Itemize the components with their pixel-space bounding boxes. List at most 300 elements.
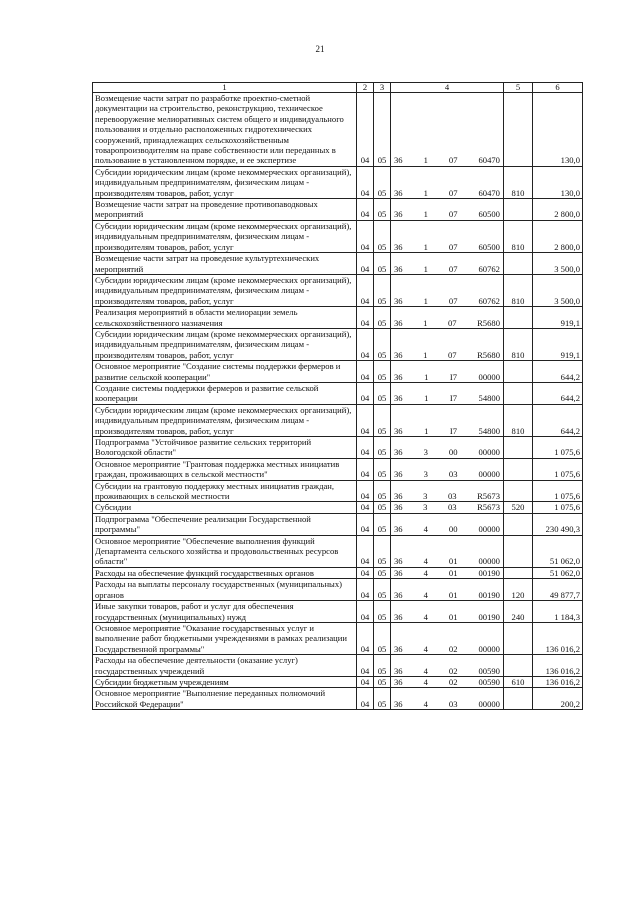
section-code: 04 [357,328,374,360]
section-code: 04 [357,437,374,459]
header-col-6: 6 [533,83,583,93]
target-article-part: 07 [447,317,457,328]
table-row [93,480,583,502]
target-article-code [391,307,504,329]
section-code: 04 [357,676,374,687]
target-article-part: 07 [448,209,458,220]
subsection-code: 05 [374,622,391,654]
subsection-code: 05 [374,437,391,459]
target-article-parts [393,590,501,600]
table-row [93,676,583,687]
target-article-part: 36 [394,676,403,687]
section-code: 04 [357,253,374,275]
target-article-part: 3 [423,502,428,513]
target-article-part: 1 [423,209,428,220]
table-row [93,567,583,578]
table-row [93,274,583,306]
target-article-part: 1 [423,349,428,360]
target-article-part: 36 [394,611,403,622]
table-row [93,579,583,601]
target-article-part: R5680 [477,349,500,360]
table-row [93,458,583,480]
subsection-code: 05 [374,601,391,623]
target-article-parts [393,188,501,198]
target-article-part: 4 [423,643,428,654]
amount: 130,0 [533,93,583,167]
expense-type-code: 810 [504,328,533,360]
amount: 51 062,0 [533,567,583,578]
target-article-part: 1 [424,371,429,382]
target-article-part: 03 [447,502,457,513]
amount: 136 016,2 [533,655,583,677]
target-article-code [391,274,504,306]
row-name [93,502,357,513]
amount: 1 184,3 [533,601,583,623]
target-article-part: 07 [448,187,458,198]
row-name-text: Расходы на обеспечение функций государственных органов [95,567,314,578]
target-article-code [391,502,504,513]
target-article-code [391,361,504,383]
target-article-part: 07 [448,263,458,274]
target-article-part: 00190 [478,611,500,622]
section-code: 04 [357,361,374,383]
target-article-part: 3 [423,469,428,480]
table-row [93,601,583,623]
target-article-part: 36 [394,317,403,328]
amount: 1 075,6 [533,437,583,459]
expense-type-code [504,93,533,167]
target-article-part: 60470 [478,155,500,166]
expense-type-code [504,480,533,502]
target-article-part: 01 [448,589,458,600]
target-article-code [391,535,504,567]
subsection-code: 05 [374,361,391,383]
expense-type-code [504,535,533,567]
table-row [93,382,583,404]
header-col-3: 3 [374,83,391,93]
row-name [93,458,357,480]
target-article-part: 1 [423,295,428,306]
amount: 136 016,2 [533,622,583,654]
target-article-part: 00 [448,524,458,535]
target-article-code [391,458,504,480]
header-col-1: 1 [93,83,357,93]
target-article-part: I7 [449,393,458,404]
target-article-parts [393,209,501,219]
expense-type-code [504,437,533,459]
target-article-part: 36 [394,393,403,404]
row-name-text: Субсидии юридическим лицам (кроме некоммерческих организаций), индивидуальным предпринимателям, физическим лицам - производителям товаров, работ, услуг [95,404,352,436]
target-article-code [391,93,504,167]
row-name [93,655,357,677]
section-code: 04 [357,274,374,306]
row-name-text: Основное мероприятие "Создание системы поддержки фермеров и развитие сельской кооперации" [95,361,341,382]
target-article-part: 07 [448,295,458,306]
target-article-part: 00000 [478,371,500,382]
row-name-text: Расходы на выплаты персоналу государственных (муниципальных) органов [95,579,342,600]
target-article-part: 36 [394,665,403,676]
target-article-part: 60762 [478,263,500,274]
section-code: 04 [357,199,374,221]
target-article-part: 36 [394,556,403,567]
section-code: 04 [357,622,374,654]
section-code: 04 [357,567,374,578]
target-article-part: 00000 [478,524,500,535]
amount: 919,1 [533,328,583,360]
row-name-text: Основное мероприятие "Выполнение переданных полномочий Российской Федерации" [95,688,326,709]
section-code: 04 [357,382,374,404]
section-code: 04 [357,655,374,677]
subsection-code: 05 [374,93,391,167]
row-name [93,513,357,535]
amount: 2 800,0 [533,220,583,252]
amount: 919,1 [533,307,583,329]
table-row [93,622,583,654]
target-article-part: 00190 [478,589,500,600]
section-code: 04 [357,579,374,601]
target-article-part: 60470 [478,187,500,198]
subsection-code: 05 [374,655,391,677]
target-article-part: 36 [394,491,403,502]
row-name-text: Создание системы поддержки фермеров и развитие сельской кооперации [95,382,319,404]
target-article-parts [393,155,501,165]
amount: 1 075,6 [533,458,583,480]
row-name [93,567,357,578]
target-article-part: 36 [394,567,403,578]
target-article-part: 01 [448,556,458,567]
table-row [93,437,583,459]
subsection-code: 05 [374,458,391,480]
section-code: 04 [357,480,374,502]
target-article-code [391,676,504,687]
expense-type-code [504,622,533,654]
amount: 200,2 [533,688,583,710]
target-article-parts [393,242,501,252]
target-article-part: 36 [394,155,403,166]
target-article-parts [393,612,501,622]
amount: 49 877,7 [533,579,583,601]
row-name [93,480,357,502]
target-article-parts [393,426,501,436]
row-name [93,274,357,306]
target-article-part: 4 [423,556,428,567]
target-article-part: 03 [447,491,457,502]
table-row [93,328,583,360]
target-article-part: 4 [423,611,428,622]
target-article-parts [393,264,501,274]
amount: 230 490,3 [533,513,583,535]
table-row [93,93,583,167]
target-article-parts [393,556,501,566]
expense-type-code [504,513,533,535]
table-row [93,253,583,275]
target-article-part: 4 [423,524,428,535]
target-article-part: 00590 [478,665,500,676]
expense-type-code: 810 [504,274,533,306]
table-row [93,655,583,677]
amount: 1 075,6 [533,480,583,502]
target-article-parts [393,666,501,676]
target-article-parts [393,296,501,306]
amount: 136 016,2 [533,676,583,687]
subsection-code: 05 [374,166,391,198]
target-article-part: 3 [423,491,428,502]
target-article-parts [393,469,501,479]
target-article-part: 03 [448,698,458,709]
target-article-part: 1 [423,317,428,328]
target-article-part: 36 [394,469,403,480]
row-name [93,437,357,459]
target-article-part: 02 [448,665,458,676]
target-article-part: I7 [449,425,458,436]
target-article-part: 03 [448,469,458,480]
row-name [93,307,357,329]
expense-type-code [504,567,533,578]
subsection-code: 05 [374,404,391,436]
target-article-part: 36 [394,589,403,600]
target-article-part: 36 [394,349,403,360]
target-article-part: 00 [448,447,458,458]
target-article-part: 36 [394,425,403,436]
target-article-parts [393,644,501,654]
target-article-part: 00000 [478,643,500,654]
target-article-parts [393,699,501,709]
target-article-part: 07 [448,155,458,166]
target-article-part: 36 [394,524,403,535]
amount: 644,2 [533,382,583,404]
subsection-code: 05 [374,307,391,329]
target-article-part: 36 [394,241,403,252]
target-article-parts [393,524,501,534]
expense-type-code: 810 [504,220,533,252]
table-row [93,220,583,252]
header-col-2: 2 [357,83,374,93]
row-name-text: Основное мероприятие "Оказание государственных услуг и выполнение работ бюджетными учреждениями в рамках реализации Государственной программы" [95,622,347,654]
target-article-parts [393,447,501,457]
target-article-part: 1 [424,425,429,436]
section-code: 04 [357,93,374,167]
row-name-text: Субсидии бюджетным учреждениям [95,676,229,687]
target-article-part: 00590 [478,676,500,687]
row-name [93,579,357,601]
target-article-part: 00000 [478,469,500,480]
table-row [93,535,583,567]
row-name-text: Субсидии юридическим лицам (кроме некоммерческих организаций), индивидуальным предпринимателям, физическим лицам - производителям товаров, работ, услуг [95,166,352,198]
target-article-part: 36 [394,643,403,654]
target-article-parts [393,350,501,360]
table-body [93,93,583,710]
target-article-part: 02 [448,643,458,654]
expense-type-code: 610 [504,676,533,687]
table-row [93,361,583,383]
target-article-part: 54800 [478,425,500,436]
target-article-part: 36 [394,698,403,709]
budget-table [92,82,583,710]
expense-type-code [504,655,533,677]
target-article-part: 60762 [478,295,500,306]
expense-type-code [504,199,533,221]
section-code: 04 [357,220,374,252]
subsection-code: 05 [374,502,391,513]
subsection-code: 05 [374,579,391,601]
expense-type-code [504,253,533,275]
row-name [93,253,357,275]
row-name-text: Подпрограмма "Устойчивое развитие сельских территорий Вологодской области" [95,437,312,458]
target-article-code [391,579,504,601]
amount: 644,2 [533,361,583,383]
row-name-text: Субсидии юридическим лицам (кроме некоммерческих организаций), индивидуальным предпринимателям, физическим лицам - производителям товаров, работ, услуг [95,274,352,306]
row-name [93,166,357,198]
row-name-text: Возмещение части затрат на проведение противопаводковых мероприятий [95,199,318,220]
table-row [93,404,583,436]
expense-type-code: 520 [504,502,533,513]
target-article-code [391,382,504,404]
section-code: 04 [357,166,374,198]
target-article-part: 36 [394,263,403,274]
row-name [93,535,357,567]
target-article-part: R5680 [477,317,500,328]
target-article-part: 00000 [478,698,500,709]
row-name [93,404,357,436]
target-article-part: 60500 [478,241,500,252]
target-article-parts [393,372,501,382]
expense-type-code [504,307,533,329]
table-row [93,513,583,535]
target-article-part: 36 [394,502,403,513]
target-article-part: 1 [423,263,428,274]
expense-type-code: 120 [504,579,533,601]
row-name [93,622,357,654]
target-article-code [391,567,504,578]
subsection-code: 05 [374,220,391,252]
expense-type-code: 240 [504,601,533,623]
row-name-text: Субсидии на грантовую поддержку местных инициатив граждан, проживающих в сельской местности [95,480,335,502]
row-name-text: Основное мероприятие "Грантовая поддержка местных инициатив граждан, проживающих в сельской местности" [95,458,340,480]
row-name-text: Субсидии юридическим лицам (кроме некоммерческих организаций), индивидуальным предпринимателям, физическим лицам - производителям товаров, работ, услуг [95,328,352,360]
target-article-code [391,253,504,275]
section-code: 04 [357,404,374,436]
target-article-part: R5673 [477,502,500,513]
target-article-part: 07 [447,349,457,360]
target-article-part: 02 [448,676,458,687]
subsection-code: 05 [374,274,391,306]
target-article-part: 4 [423,665,428,676]
subsection-code: 05 [374,328,391,360]
row-name [93,688,357,710]
target-article-part: 36 [394,371,403,382]
target-article-part: 36 [394,447,403,458]
target-article-code [391,166,504,198]
target-article-code [391,220,504,252]
target-article-code [391,688,504,710]
amount: 51 062,0 [533,535,583,567]
subsection-code: 05 [374,513,391,535]
subsection-code: 05 [374,688,391,710]
target-article-part: 3 [423,447,428,458]
row-name-text: Субсидии [95,502,132,513]
amount: 2 800,0 [533,199,583,221]
subsection-code: 05 [374,567,391,578]
row-name-text: Субсидии юридическим лицам (кроме некоммерческих организаций), индивидуальным предпринимателям, физическим лицам - производителям товаров, работ, услуг [95,220,352,252]
section-code: 04 [357,502,374,513]
target-article-part: 54800 [478,393,500,404]
table-row [93,502,583,513]
expense-type-code: 810 [504,166,533,198]
target-article-part: R5673 [477,491,500,502]
target-article-part: 4 [423,567,428,578]
row-name [93,382,357,404]
target-article-parts [393,318,501,328]
section-code: 04 [357,535,374,567]
target-article-part: 1 [423,155,428,166]
amount: 3 500,0 [533,253,583,275]
target-article-part: 01 [448,567,458,578]
target-article-code [391,199,504,221]
target-article-code [391,601,504,623]
target-article-part: 1 [424,393,429,404]
target-article-part: 36 [394,209,403,220]
row-name [93,361,357,383]
row-name [93,199,357,221]
subsection-code: 05 [374,480,391,502]
section-code: 04 [357,458,374,480]
amount: 130,0 [533,166,583,198]
expense-type-code: 810 [504,404,533,436]
row-name-text: Возмещение части затрат по разработке проектно-сметной документации на строительство, реконструкцию, техническое перевооружение мелиоративных систем общего и индивидуального пользования и отдельно расположенных гидротехнических сооружений, принадлежащих сельскохозяйственным товаропроизводителям на праве собственности или переданных в пользование в установленном порядке, и ее экспертизе [95,93,344,166]
target-article-part: 1 [423,187,428,198]
expense-type-code [504,458,533,480]
target-article-code [391,437,504,459]
target-article-code [391,622,504,654]
subsection-code: 05 [374,382,391,404]
target-article-code [391,655,504,677]
target-article-parts [393,491,501,501]
amount: 644,2 [533,404,583,436]
target-article-part: 4 [423,589,428,600]
row-name-text: Подпрограмма "Обеспечение реализации Государственной программы" [95,513,311,535]
row-name [93,676,357,687]
row-name [93,601,357,623]
target-article-part: 36 [394,295,403,306]
row-name [93,220,357,252]
target-article-part: 01 [448,611,458,622]
subsection-code: 05 [374,199,391,221]
target-article-part: 4 [423,698,428,709]
target-article-part: 60500 [478,209,500,220]
table-row [93,688,583,710]
row-name [93,328,357,360]
target-article-code [391,404,504,436]
row-name-text: Иные закупки товаров, работ и услуг для обеспечения государственных (муниципальных) нужд [95,601,294,622]
target-article-parts [393,393,501,403]
table-row [93,307,583,329]
row-name-text: Основное мероприятие "Обеспечение выполнения функций Департамента сельского хозяйства и продовольственных ресурсов области" [95,535,339,567]
target-article-code [391,480,504,502]
target-article-parts [393,677,501,687]
table-row [93,166,583,198]
target-article-part: 00000 [478,556,500,567]
amount: 3 500,0 [533,274,583,306]
target-article-code [391,513,504,535]
amount: 1 075,6 [533,502,583,513]
target-article-part: 00190 [478,567,500,578]
target-article-part: 00000 [478,447,500,458]
table-row [93,199,583,221]
row-name [93,93,357,167]
subsection-code: 05 [374,535,391,567]
subsection-code: 05 [374,676,391,687]
target-article-part: 36 [394,187,403,198]
